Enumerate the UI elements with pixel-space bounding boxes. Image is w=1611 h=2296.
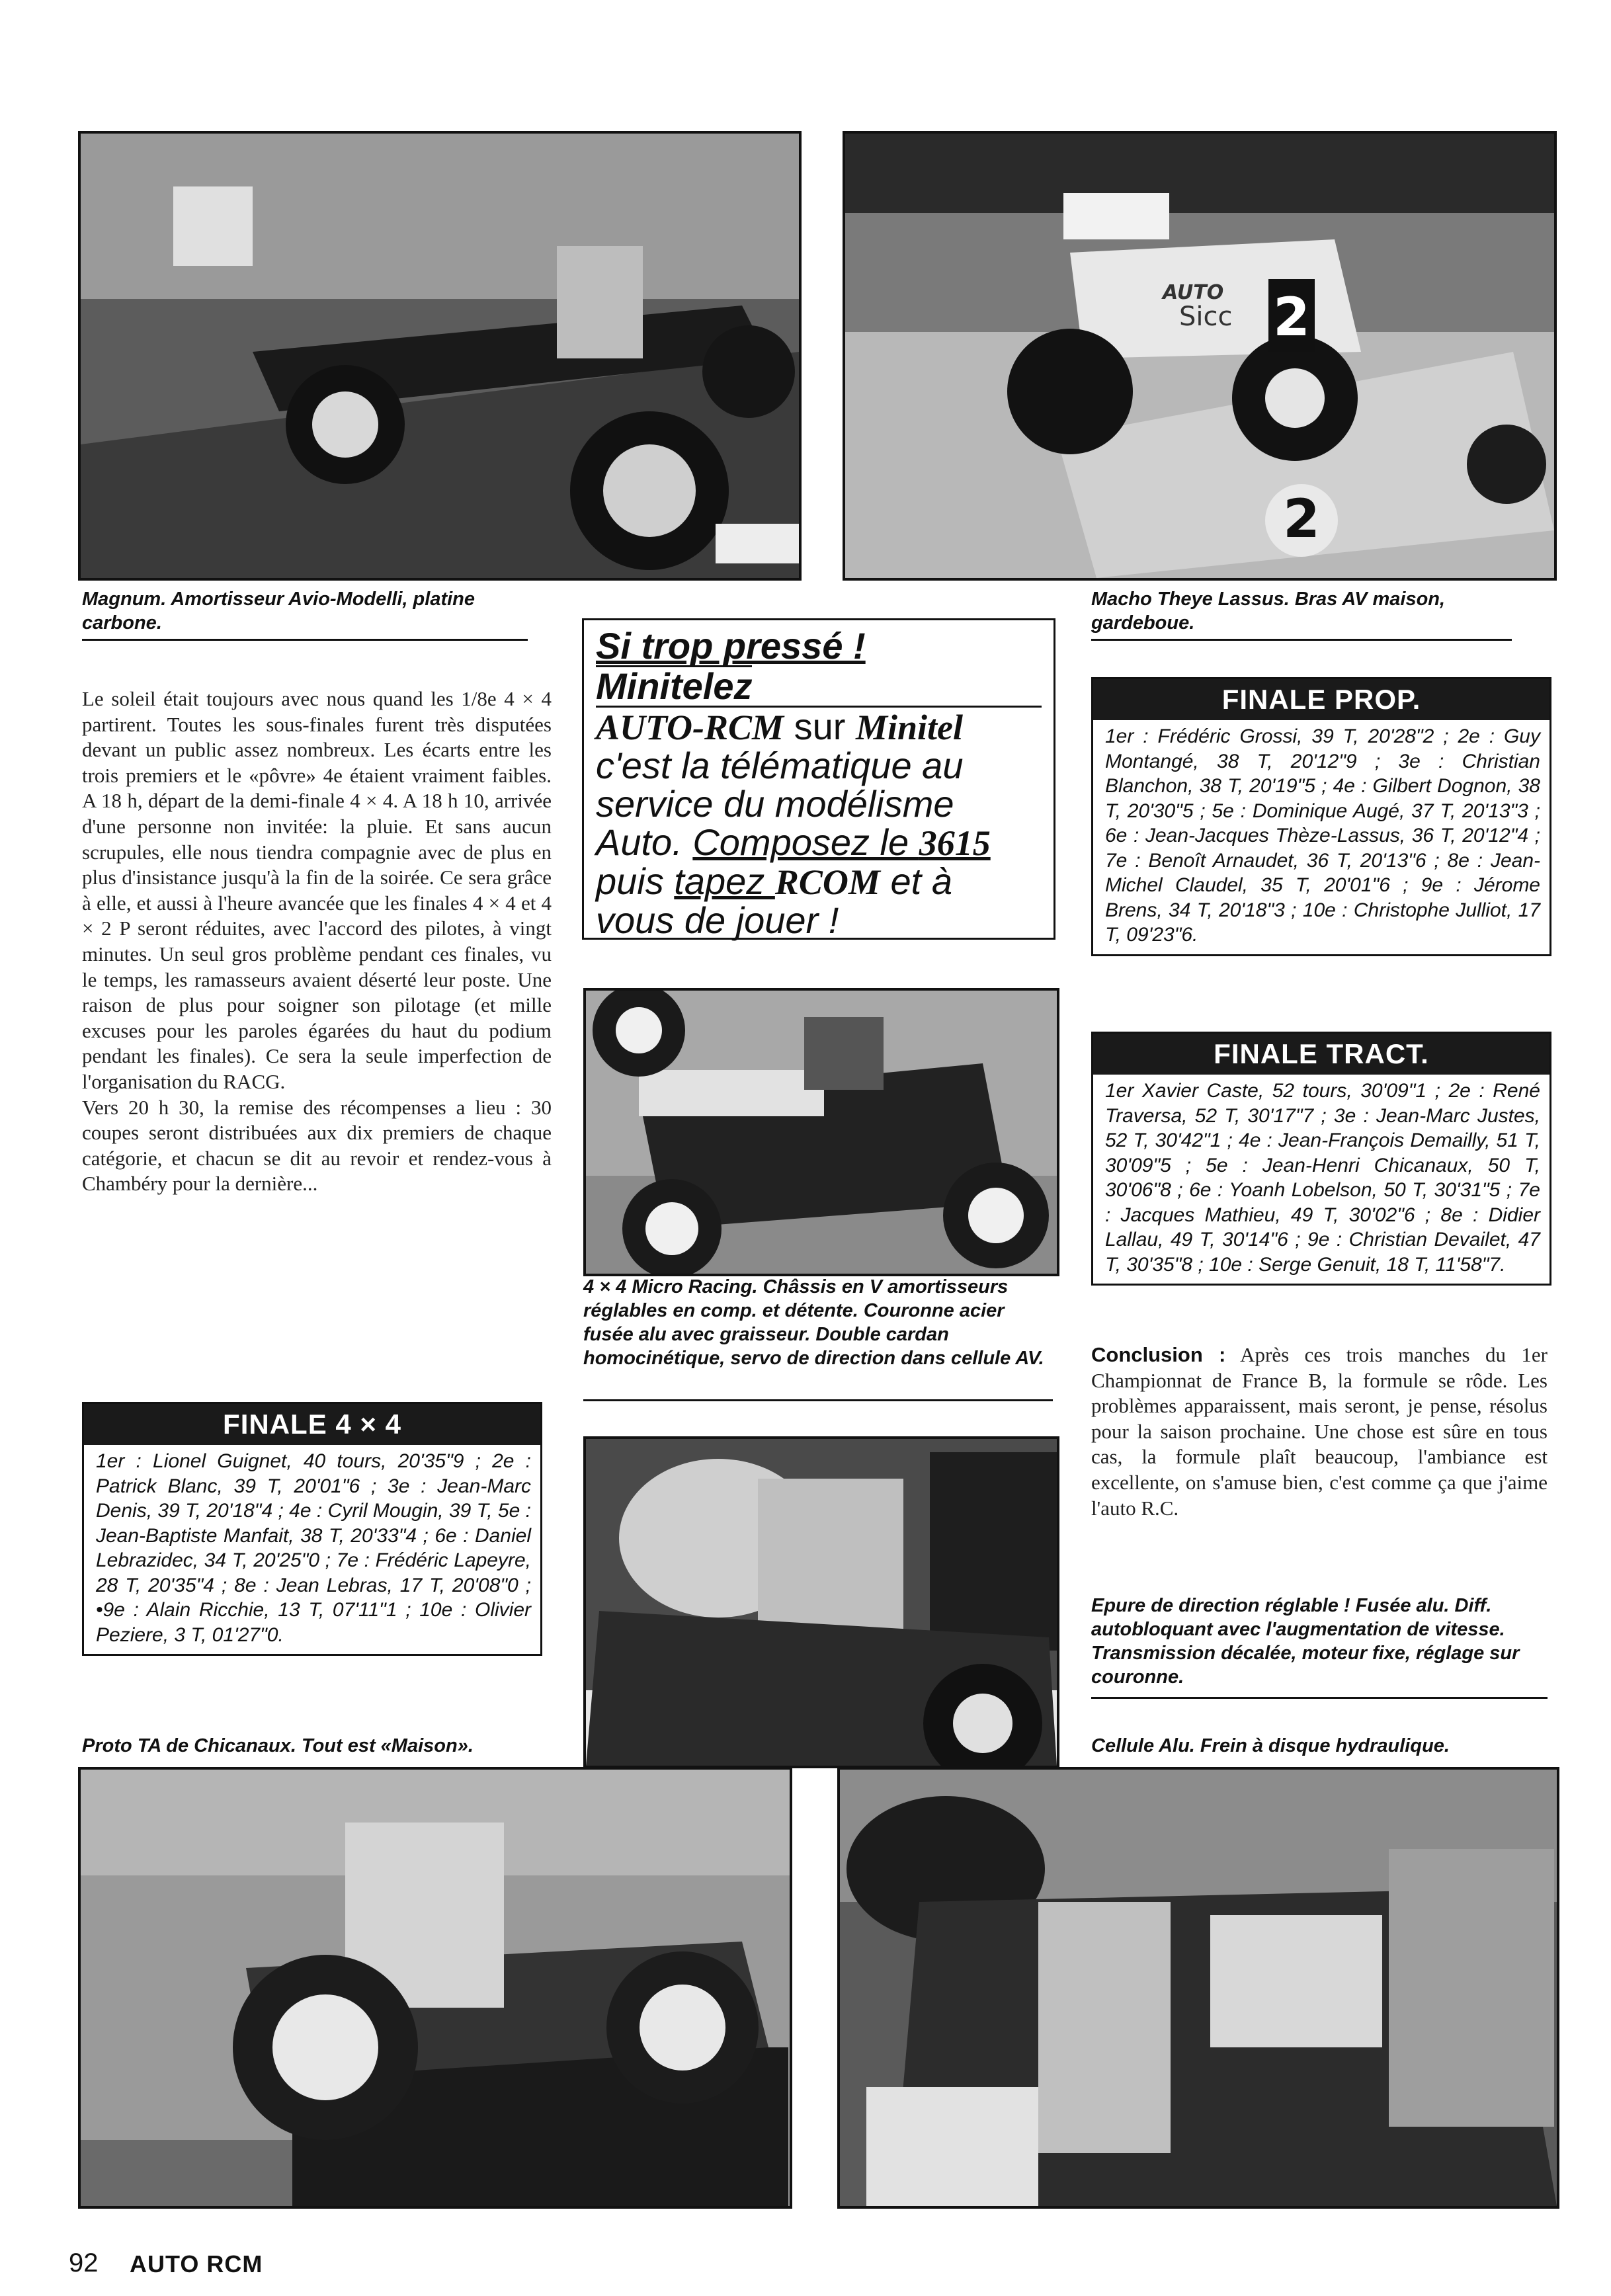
minitel-subhead: Minitelez bbox=[596, 665, 753, 707]
minitel-line-4: c'est la télématique au bbox=[596, 745, 964, 786]
finale-prop-box bbox=[1091, 677, 1551, 956]
minitel-line-6 bbox=[596, 823, 1042, 862]
minitel-tapez: tapez bbox=[674, 860, 775, 902]
finale-tract-results: 1er Xavier Caste, 52 tours, 30'09"1 ; 2e : René Traversa, 52 T, 30'17"7 ; 3e : Jean-Marc Justes, 52 T, 30'42"1 ; 4e : Jean-François Demailly, 51 T, 30'09"5 ; 5e : Jean-Henri Chicanaux, 50 T, 30'06"8 ; 6e : Yoanh Lobelson, 50 T, 30'31"5 ; 7e : Jacques Mathieu, 49 T, 30'02"6 ; 8e : Didier Lallau, 49 T, 30'14"6 ; 9e : Christian Devailet, 47 T, 30'35"8 ; 10e : Serge Genuit, 18 T, 11'58"7. bbox=[1105, 1080, 1540, 1276]
magazine-name: AUTO RCM bbox=[130, 2250, 263, 2277]
photo-engine-image bbox=[586, 1439, 1057, 1766]
photo-micro-image bbox=[586, 991, 1057, 1274]
photo-magnum-buggy bbox=[78, 131, 802, 581]
finale-tract-title: FINALE TRACT. bbox=[1093, 1034, 1549, 1075]
minitel-ad-box bbox=[582, 618, 1055, 940]
minitel-line-8: vous de jouer ! bbox=[596, 899, 839, 941]
photo-macho-body-lettering: AUTO bbox=[1163, 281, 1224, 304]
minitel-code-3615: 3615 bbox=[919, 823, 991, 863]
minitel-headline: Si trop pressé ! bbox=[596, 625, 866, 667]
conclusion-label: Conclusion : bbox=[1091, 1343, 1226, 1366]
finale-4x4-title: FINALE 4 × 4 bbox=[84, 1404, 540, 1445]
photo-cellule-alu bbox=[837, 1767, 1559, 2209]
caption-macho-rule bbox=[1091, 639, 1512, 641]
caption-epure-rule bbox=[1091, 1697, 1548, 1699]
caption-magnum-rule bbox=[82, 639, 528, 641]
article-left-column bbox=[82, 686, 552, 1197]
photo-micro-racing bbox=[583, 988, 1059, 1276]
minitel-brand-minitel: Minitel bbox=[855, 708, 964, 747]
minitel-composez: Composez le bbox=[692, 821, 919, 863]
minitel-puis: puis bbox=[596, 860, 675, 902]
finale-prop-results: 1er : Frédéric Grossi, 39 T, 20'28"2 ; 2e : Guy Montangé, 38 T, 20'12"9 ; 3e : Christian Blanchon, 38 T, 20'19"5 ; 4e : Gilbert Dognon, 38 T, 20'30"5 ; 5e : Dominique Augé, 37 T, 20'13"3 ; 6e : Jean-Jacques Thèze-Lassus, 36 T, 20'12"4 ; 7e : Benoît Arnaudet, 36 T, 20'13"6 ; 8e : Jean-Michel Claudel, 35 T, 20'01"6 ; 9e : Jérome Brens, 34 T, 20'18"3 ; 10e : Christophe Julliot, 17 T, 09'23"6. bbox=[1105, 725, 1540, 946]
article-paragraph-2: Vers 20 h 30, la remise des récompenses a lieu : 30 coupes seront distribuées aux dix premiers de chaque catégorie, et chacun se dit au revoir et rendez-vous à Chambéry pour la dernière... bbox=[82, 1095, 552, 1196]
finale-4x4-results: 1er : Lionel Guignet, 40 tours, 20'35"9 ; 2e : Patrick Blanc, 39 T, 20'01"6 ; 3e : Jean-Marc Denis, 39 T, 20'18"4 ; 4e : Cyril Mougin, 39 T, 5e : Jean-Baptiste Manfait, 38 T, 20'33"4 ; 6e : Daniel Lebrazidec, 34 T, 20'25"0 ; 7e : Frédéric Lapeyre, 28 T, 20'35"4 ; 8e : Jean Lebras, 17 T, 20'08"0 ; •9e : Alain Ricchie, 13 T, 07'11"1 ; 10e : Olivier Peziere, 3 T, 01'27"0. bbox=[96, 1450, 531, 1646]
minitel-brand-line bbox=[596, 706, 1042, 747]
page-number: 92 bbox=[69, 2248, 99, 2277]
caption-proto: Proto TA de Chicanaux. Tout est «Maison». bbox=[82, 1735, 474, 1756]
caption-cellule: Cellule Alu. Frein à disque hydraulique. bbox=[1091, 1735, 1450, 1756]
photo-macho-body-lettering-2: Sicc bbox=[1179, 302, 1233, 332]
photo-macho-image bbox=[845, 134, 1554, 578]
photo-macho-plate-number: 2 bbox=[1283, 488, 1320, 550]
caption-macho: Macho Theye Lassus. Bras AV maison, gardeboue. bbox=[1091, 589, 1446, 634]
minitel-brand-autorcm: AUTO-RCM bbox=[596, 708, 784, 747]
caption-epure: Epure de direction réglable ! Fusée alu. Diff. autobloquant avec l'augmentation de vitesse. Transmission décalée, moteur fixe, réglage sur couronne. bbox=[1091, 1595, 1520, 1688]
minitel-auto: Auto. bbox=[596, 821, 693, 863]
finale-4x4-box bbox=[82, 1402, 542, 1656]
minitel-rcom: RCOM bbox=[774, 862, 880, 902]
photo-engine-detail bbox=[583, 1436, 1059, 1768]
photo-magnum-image bbox=[81, 134, 799, 578]
photo-macho-body-number: 2 bbox=[1273, 286, 1310, 348]
minitel-line-7 bbox=[596, 862, 1042, 901]
caption-micro-racing: 4 × 4 Micro Racing. Châssis en V amortisseurs réglables en comp. et détente. Couronne acier fusée alu avec graisseur. Double cardan homocinétique, servo de direction dans cellule AV. bbox=[583, 1276, 1044, 1369]
finale-tract-box bbox=[1091, 1032, 1551, 1286]
photo-cellule-image bbox=[840, 1770, 1557, 2206]
photo-macho-buggy bbox=[843, 131, 1557, 581]
finale-prop-title: FINALE PROP. bbox=[1093, 679, 1549, 720]
photo-proto-image bbox=[81, 1770, 790, 2206]
minitel-et-a: et à bbox=[880, 860, 952, 902]
article-conclusion bbox=[1091, 1342, 1548, 1521]
photo-proto-ta bbox=[78, 1767, 792, 2209]
minitel-sur: sur bbox=[784, 706, 856, 747]
caption-micro-rule bbox=[583, 1399, 1053, 1401]
article-paragraph-1: Le soleil était toujours avec nous quand les 1/8e 4 × 4 partirent. Toutes les sous-finales furent très disputées devant un public assez nombreux. Les écarts entre les trois premiers et le «pôvre» 4e étaient vraiment faibles. A 18 h, départ de la demi-finale 4 × 4. A 18 h 10, arrivée d'une personne non invitée: la pluie. Et sans aucun scrupules, elle nous tiendra compagnie avec de plus en plus d'insistance jusqu'à la fin de la soirée. Ce sera grâce à elle, et aussi à l'heure avancée que les finales 4 × 4 et 4 × 2 P seront réduites, avec l'accord des pilotes, à vingt minutes. Un seul gros problème pendant ces finales, vu le temps, les ramasseurs avaient déserté leur poste. Une raison de plus pour soigner son pilotage (et mille excuses pour les paroles égarées du haut du podium pendant les finales). Ce sera la seule imperfection de l'organisation du RACG. bbox=[82, 687, 552, 1093]
conclusion-text: Après ces trois manches du 1er Championnat de France B, la formule se rôde. Les problèmes apparaissent, mais seront, je pense, résolus pour la saison prochaine. Une chose est sûre en tous cas, la formule plaît beaucoup, l'ambiance est excellente, on s'amuse bien, c'est comme ça que j'aime l'auto R.C. bbox=[1091, 1343, 1548, 1520]
caption-magnum: Magnum. Amortisseur Avio-Modelli, platine carbone. bbox=[82, 589, 475, 634]
minitel-line-5: service du modélisme bbox=[596, 783, 954, 825]
